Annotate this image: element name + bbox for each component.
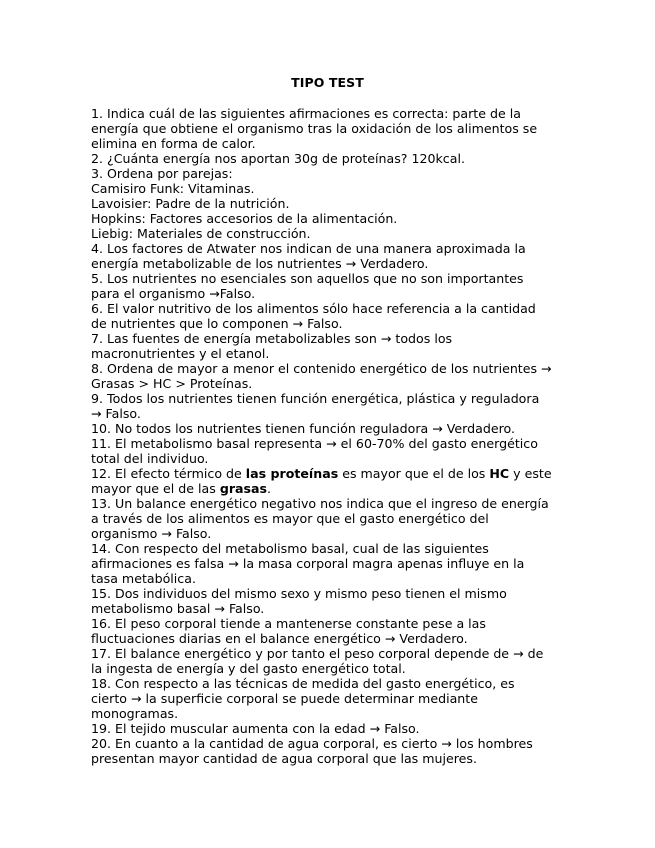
- text-line: 11. El metabolismo basal representa → el 60-70% del gasto energético: [91, 436, 538, 451]
- text-line: afirmaciones es falsa → la masa corporal magra apenas influye en la: [91, 556, 525, 571]
- text-line: Liebig: Materiales de construcción.: [91, 226, 311, 241]
- text-line: de nutrientes que lo componen → Falso.: [91, 316, 343, 331]
- text-line: 17. El balance energético y por tanto el peso corporal depende de → de: [91, 646, 544, 661]
- text-line: 14. Con respecto del metabolismo basal, cual de las siguientes: [91, 541, 489, 556]
- text-line: organismo → Falso.: [91, 526, 212, 541]
- text-line: energía que obtiene el organismo tras la oxidación de los alimentos se: [91, 121, 538, 136]
- text-line: monogramas.: [91, 706, 179, 721]
- question-12-line-1: [91, 466, 575, 481]
- text-line: 16. El peso corporal tiende a mantenerse constante pese a las: [91, 616, 486, 631]
- text-line: elimina en forma de calor.: [91, 136, 256, 151]
- text-line: 19. El tejido muscular aumenta con la edad → Falso.: [91, 721, 420, 736]
- q12-bold-grasas: grasas: [219, 481, 268, 496]
- text-line: 3. Ordena por parejas:: [91, 166, 233, 181]
- text-line: 1. Indica cuál de las siguientes afirmaciones es correcta: parte de la: [91, 106, 521, 121]
- q12-text: 12. El efecto térmico de: [91, 466, 246, 481]
- q12-text: y este: [509, 466, 552, 481]
- q12-text: .: [267, 481, 272, 496]
- text-line: a través de los alimentos es mayor que el gasto energético del: [91, 511, 489, 526]
- text-line: 8. Ordena de mayor a menor el contenido energético de los nutrientes →: [91, 361, 552, 376]
- text-line: Hopkins: Factores accesorios de la alimentación.: [91, 211, 398, 226]
- text-line: fluctuaciones diarias en el balance energético → Verdadero.: [91, 631, 468, 646]
- text-line: 2. ¿Cuánta energía nos aportan 30g de proteínas? 120kcal.: [91, 151, 465, 166]
- q12-text: es mayor que el de los: [338, 466, 490, 481]
- text-line: Camisiro Funk: Vitaminas.: [91, 181, 255, 196]
- text-line: presentan mayor cantidad de agua corporal que las mujeres.: [91, 751, 477, 766]
- text-line: 6. El valor nutritivo de los alimentos sólo hace referencia a la cantidad: [91, 301, 536, 316]
- text-line: 7. Las fuentes de energía metabolizables son → todos los: [91, 331, 453, 346]
- text-line: 5. Los nutrientes no esenciales son aquellos que no son importantes: [91, 271, 524, 286]
- text-line: tasa metabólica.: [91, 571, 196, 586]
- text-line: la ingesta de energía y del gasto energético total.: [91, 661, 406, 676]
- text-line: 15. Dos individuos del mismo sexo y mismo peso tienen el mismo: [91, 586, 507, 601]
- q12-bold-hc: HC: [489, 466, 510, 481]
- text-line: energía metabolizable de los nutrientes → Verdadero.: [91, 256, 429, 271]
- text-line: para el organismo →Falso.: [91, 286, 256, 301]
- text-line: cierto → la superficie corporal se puede determinar mediante: [91, 691, 478, 706]
- text-line: 13. Un balance energético negativo nos indica que el ingreso de energía: [91, 496, 549, 511]
- text-line: 4. Los factores de Atwater nos indican de una manera aproximada la: [91, 241, 526, 256]
- q12-text: mayor que el de las: [91, 481, 220, 496]
- text-line: total del individuo.: [91, 451, 209, 466]
- q12-bold-proteins: las proteínas: [245, 466, 339, 481]
- question-12-line-2: [91, 481, 575, 496]
- document-title: TIPO TEST: [291, 75, 364, 90]
- text-line: 18. Con respecto a las técnicas de medida del gasto energético, es: [91, 676, 515, 691]
- text-line: macronutrientes y el etanol.: [91, 346, 270, 361]
- text-line: → Falso.: [91, 406, 141, 421]
- text-line: 20. En cuanto a la cantidad de agua corporal, es cierto → los hombres: [91, 736, 533, 751]
- document-body: [91, 106, 575, 766]
- text-line: Grasas > HC > Proteínas.: [91, 376, 253, 391]
- text-line: Lavoisier: Padre de la nutrición.: [91, 196, 290, 211]
- text-line: metabolismo basal → Falso.: [91, 601, 265, 616]
- text-line: 9. Todos los nutrientes tienen función energética, plástica y reguladora: [91, 391, 540, 406]
- text-line: 10. No todos los nutrientes tienen función reguladora → Verdadero.: [91, 421, 515, 436]
